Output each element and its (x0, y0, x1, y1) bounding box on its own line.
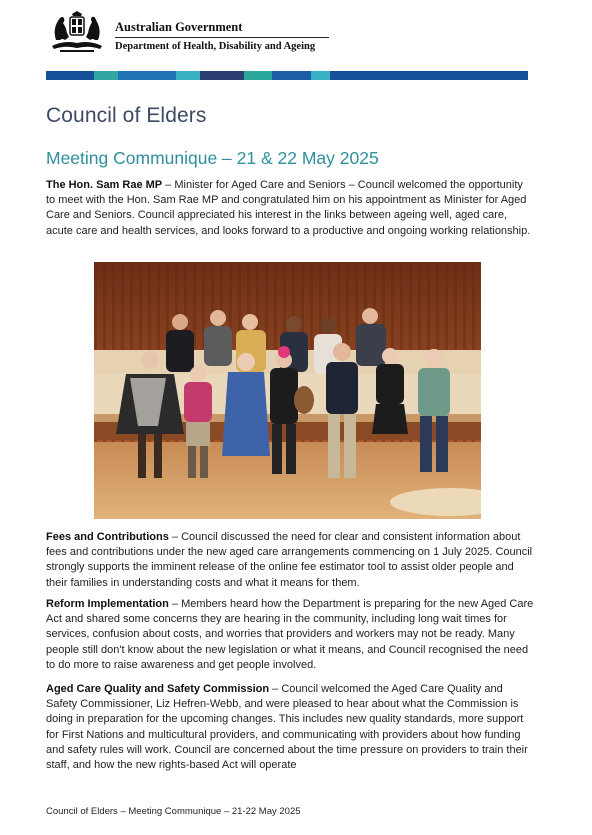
brand-stripe (46, 71, 528, 80)
section-body: – Council discussed the need for clear and consistent information about fees and contributions under the new aged care arrangements commencing on 1 July 2025. Council strongly supports the imminent release of the online fee estimator tool to assist older people and their families in understanding costs and what it means for them. (46, 531, 533, 589)
section-body: – Members heard how the Department is preparing for the new Aged Care Act and shared some concerns they are hearing in the community, including long wait times for services, confusion about costs, and worries that providers and workers may not be ready. Many people still don't know about the new legislation or what it means, and Council recognised the need to do more to raise awareness and get people involved. (46, 598, 534, 671)
section-reform (46, 597, 534, 673)
stripe-segment (200, 71, 243, 80)
section-heading: Reform Implementation (46, 598, 169, 610)
stripe-segment (176, 71, 200, 80)
department-name: Department of Health, Disability and Ageing (115, 41, 316, 52)
header-divider (115, 37, 329, 38)
page-footer: Council of Elders – Meeting Communique – 21-22 May 2025 (46, 806, 301, 817)
section-body: – Council welcomed the Aged Care Quality and Safety Commissioner, Liz Hefren-Webb, and were pleased to hear about what the Commission is doing in preparation for the upcoming changes. This includes new quality standards, more support for First Nations and multicultural providers, and communicating with providers about how funding and safety rules will work. Council are concerned about the time pressure on providers to train their staff, and how the new rights-based Act will operate (46, 683, 528, 772)
page-subtitle: Meeting Communique – 21 & 22 May 2025 (46, 148, 379, 168)
section-fees (46, 530, 534, 591)
stripe-segment (244, 71, 273, 80)
section-minister (46, 178, 534, 239)
section-heading: The Hon. Sam Rae MP (46, 179, 163, 191)
section-body: – Minister for Aged Care and Seniors – Council welcomed the opportunity to meet with the Hon. Sam Rae MP and congratulated him on his appointment as Minister for Aged Care and Seniors. Council appreciated his interest in the links between ageing well, aged care, acute care and health services, and looks forward to a productive and ongoing working relationship. (46, 179, 531, 237)
government-header (46, 10, 530, 56)
council-group-photo (94, 262, 481, 519)
stripe-segment (272, 71, 311, 80)
government-name: Australian Government (115, 20, 243, 34)
section-heading: Fees and Contributions (46, 531, 169, 543)
stripe-segment (118, 71, 176, 80)
coat-of-arms-icon (46, 10, 108, 54)
page-title: Council of Elders (46, 104, 207, 127)
stripe-segment (330, 71, 528, 80)
stripe-segment (94, 71, 118, 80)
stripe-segment (311, 71, 330, 80)
stripe-segment (46, 71, 94, 80)
section-heading: Aged Care Quality and Safety Commission (46, 683, 270, 695)
section-commission (46, 682, 534, 773)
